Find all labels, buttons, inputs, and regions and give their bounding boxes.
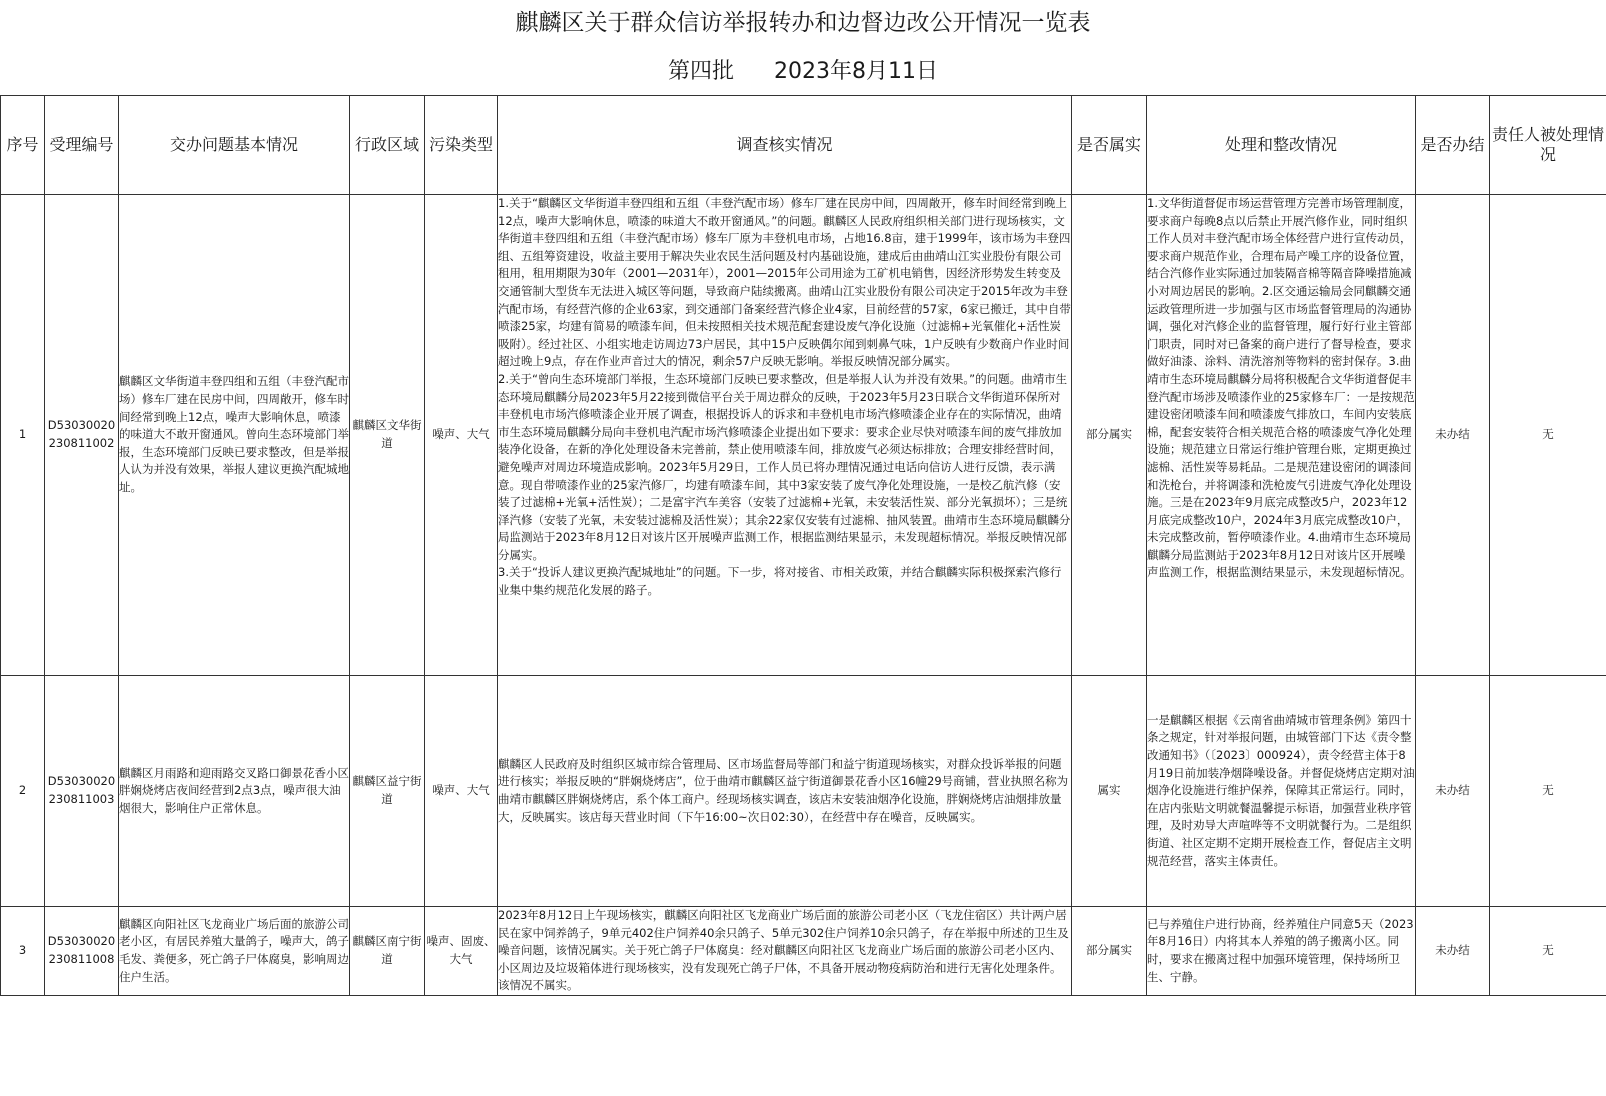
header-pollution-type: 污染类型 [425,96,498,195]
header-row [1,96,1606,195]
cell-receipt-no: D53030020230811003 [45,676,119,907]
cell-receipt-no: D53030020230811002 [45,195,119,676]
header-issue: 交办问题基本情况 [119,96,350,195]
cell-accountability: 无 [1490,907,1606,996]
cell-issue: 麒麟区向阳社区飞龙商业广场后面的旅游公司老小区，有居民养殖大量鸽子，噪声大，鸽子毛发、粪便多，死亡鸽子尸体腐臭，影响周边住户生活。 [119,907,350,996]
header-handling: 处理和整改情况 [1147,96,1416,195]
header-is-closed: 是否办结 [1416,96,1490,195]
date-label: 2023年8月11日 [774,59,938,84]
cell-issue: 麒麟区月雨路和迎雨路交叉路口御景花香小区胖娴烧烤店夜间经营到2点3点，噪声很大油烟很大，影响住户正常休息。 [119,676,350,907]
cell-pollution-type: 噪声、固废、大气 [425,907,498,996]
header-investigation: 调查核实情况 [498,96,1072,195]
cell-region: 麒麟区益宁街道 [350,676,425,907]
batch-label: 第四批 [668,59,735,84]
cell-accountability: 无 [1490,676,1606,907]
cell-issue: 麒麟区文华街道丰登四组和五组（丰登汽配市场）修车厂建在民房中间，四周敞开，修车时间经常到晚上12点，噪声大影响休息，喷漆的味道大不敢开窗通风。曾向生态环境部门举报，生态环境部门反映已要求整改，但是举报人认为并没有效果，举报人建议更换汽配城地址。 [119,195,350,676]
cell-is-closed: 未办结 [1416,195,1490,676]
header-region: 行政区域 [350,96,425,195]
table-row [1,195,1606,676]
table-row [1,907,1606,996]
header-no: 序号 [1,96,45,195]
cell-no: 2 [1,676,45,907]
cell-pollution-type: 噪声、大气 [425,195,498,676]
cell-handling: 1.文华街道督促市场运营管理方完善市场管理制度，要求商户每晚8点以后禁止开展汽修作业，同时组织工作人员对丰登汽配市场全体经营户进行宣传动员，要求商户规范作业，合理布局产噪工序的设备位置，结合汽修作业实际通过加装隔音棉等隔音降噪措施减小对周边居民的影响。2.区交通运输局会同麒麟交通运政管理所进一步加强与区市场监督管理局的沟通协调，强化对汽修企业的监督管理，履行好行业主管部门职责，同时对已备案的商户进行了督导检查，要求做好油漆、涂料、清洗溶剂等物料的密封保存。3.曲靖市生态环境局麒麟分局将积极配合文华街道督促丰登汽配市场涉及喷漆作业的25家修车厂：一是按规范建设密闭喷漆车间和喷漆废气排放口，车间内安装底棉，配套安装符合相关规范合格的喷漆废气净化处理设施；规范建立日常运行维护管理台账，定期更换过滤棉、活性炭等易耗品。二是规范建设密闭的调漆间和洗枪台，并将调漆和洗枪废气引进废气净化处理设施。三是在2023年9月底完成整改5户，2023年12月底完成整改10户，2024年3月底完成整改10户，未完成整改前，暂停喷漆作业。4.曲靖市生态环境局麒麟分局监测站于2023年8月12日对该片区开展噪声监测工作，根据监测结果显示，未发现超标情况。 [1147,195,1416,676]
cell-handling: 已与养殖住户进行协商，经养殖住户同意5天（2023年8月16日）内将其本人养殖的鸽子搬离小区。同时，要求在搬离过程中加强环境管理，保持场所卫生、宁静。 [1147,907,1416,996]
cell-is-closed: 未办结 [1416,907,1490,996]
report-table [0,95,1606,996]
cell-investigation: 2023年8月12日上午现场核实，麒麟区向阳社区飞龙商业广场后面的旅游公司老小区（飞龙住宿区）共计两户居民在家中饲养鸽子，9单元402住户饲养40余只鸽子、5单元302住户饲养10余只鸽子，存在举报中所述的卫生及噪音问题，该情况属实。关于死亡鸽子尸体腐臭：经对麒麟区向阳社区飞龙商业广场后面的旅游公司老小区内、小区周边及垃圾箱体进行现场核实，没有发现死亡鸽子尸体，不具备开展动物疫病防治和进行无害化处理条件。该情况不属实。 [498,907,1072,996]
header-receipt-no: 受理编号 [45,96,119,195]
cell-investigation: 麒麟区人民政府及时组织区城市综合管理局、区市场监督局等部门和益宁街道现场核实，对群众投诉举报的问题进行核实；举报反映的“胖娴烧烤店”，位于曲靖市麒麟区益宁街道御景花香小区16幢29号商铺，营业执照名称为曲靖市麒麟区胖娴烧烤店，系个体工商户。经现场核实调查，该店未安装油烟净化设施，胖娴烧烤店油烟排放量大，反映属实。该店每天营业时间（下午16:00~次日02:30），在经营中存在噪音，反映属实。 [498,676,1072,907]
cell-is-closed: 未办结 [1416,676,1490,907]
cell-no: 1 [1,195,45,676]
cell-is-true: 属实 [1072,676,1147,907]
cell-region: 麒麟区南宁街道 [350,907,425,996]
cell-pollution-type: 噪声、大气 [425,676,498,907]
header-is-true: 是否属实 [1072,96,1147,195]
cell-no: 3 [1,907,45,996]
page-title: 麒麟区关于群众信访举报转办和边督边改公开情况一览表 [515,10,1091,36]
table-row [1,676,1606,907]
cell-accountability: 无 [1490,195,1606,676]
cell-investigation: 1.关于“麒麟区文华街道丰登四组和五组（丰登汽配市场）修车厂建在民房中间，四周敞开，修车时间经常到晚上12点，噪声大影响休息，喷漆的味道大不敢开窗通风。”的问题。麒麟区人民政府组织相关部门进行现场核实，文华街道丰登四组和五组（丰登汽配市场）修车厂原为丰登机电市场，占地16.8亩，建于1999年，该市场为丰登四组、五组筹资建设，收益主要用于解决失业农民生活问题及村内基础设施，建成后由曲靖山江实业股份有限公司租用，租用期限为30年（2001—2031年），2001—2015年公司用途为工矿机电销售，因经济形势发生转变及交通管制大型货车无法进入城区等问题，导致商户陆续搬离。曲靖山江实业股份有限公司决定于2015年改为丰登汽配市场，有经营汽修的企业63家，到交通部门备案经营汽修企业4家，目前经营的57家，6家已搬迁，其中自带喷漆25家，均建有简易的喷漆车间，但未按照相关技术规范配套建设废气净化设施（过滤棉+光氧催化+活性炭吸附）。经过社区、小组实地走访周边73户居民，其中15户反映偶尔闻到刺鼻气味，1户反映有少数商户作业时间超过晚上9点，存在作业声音过大的情况，剩余57户反映无影响。举报反映情况部分属实。 2.关于“曾向生态环境部门举报，生态环境部门反映已要求整改，但是举报人认为并没有效果。”的问题。曲靖市生态环境局麒麟分局2023年5月22接到微信平台关于周边群众的反映，于2023年5月23日联合文华街道环保所对丰登机电市场汽修喷漆企业开展了调查，根据投诉人的诉求和丰登机电市场汽修喷漆企业存在的实际情况，曲靖市生态环境局麒麟分局向丰登机电汽配市场汽修喷漆企业提出如下要求：要求企业尽快对喷漆车间的废气排放加装净化设备，在新的净化处理设备未完善前，禁止使用喷漆车间，排放废气必须达标排放；合理安排经营时间，避免噪声对周边环境造成影响。2023年5月29日，工作人员已将办理情况通过电话向信访人进行反馈，表示满意。现自带喷漆作业的25家汽修厂，均建有喷漆车间，其中3家安装了废气净化处理设施，一是校乙航汽修（安装了过滤棉+光氧+活性炭）；二是富宇汽车美容（安装了过滤棉+光氧，未安装活性炭、部分光氧损坏）；三是统泽汽修（安装了光氧，未安装过滤棉及活性炭）；其余22家仅安装有过滤棉、抽风装置。曲靖市生态环境局麒麟分局监测站于2023年8月12日对该片区开展噪声监测工作，根据监测结果显示，未发现超标情况。举报反映情况部分属实。 3.关于“投诉人建议更换汽配城地址”的问题。下一步，将对接省、市相关政策，并结合麒麟实际积极探索汽修行业集中集约规范化发展的路子。 [498,195,1072,676]
page-subtitle [0,58,1606,86]
cell-receipt-no: D53030020230811008 [45,907,119,996]
cell-is-true: 部分属实 [1072,907,1147,996]
cell-region: 麒麟区文华街道 [350,195,425,676]
cell-handling: 一是麒麟区根据《云南省曲靖城市管理条例》第四十条之规定，针对举报问题，由城管部门下达《责令整改通知书》（〔2023〕000924），责令经营主体于8月19日前加装净烟降噪设备。并督促烧烤店定期对油烟净化设施进行维护保养，保障其正常运行。同时，在店内张贴文明就餐温馨提示标语，加强营业秩序管理，及时劝导大声喧哗等不文明就餐行为。二是组织街道、社区定期不定期开展检查工作，督促店主文明规范经营，落实主体责任。 [1147,676,1416,907]
header-accountability: 责任人被处理情况 [1490,96,1606,195]
cell-is-true: 部分属实 [1072,195,1147,676]
